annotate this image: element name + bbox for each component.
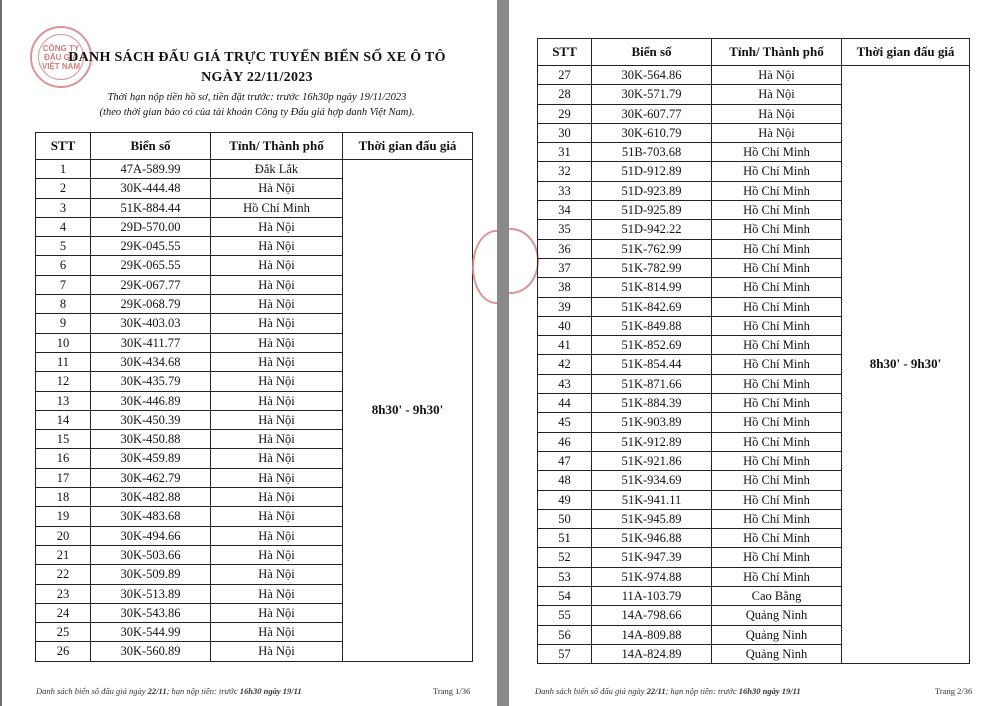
document-date: NGÀY 22/11/2023 — [201, 70, 313, 85]
row-stt: 56 — [538, 625, 592, 644]
row-province: Hồ Chí Minh — [712, 548, 842, 567]
row-plate-number: 51K-849.88 — [592, 316, 712, 335]
row-province: Hồ Chí Minh — [712, 432, 842, 451]
row-stt: 15 — [36, 430, 91, 449]
row-stt: 4 — [36, 217, 91, 236]
footer-prefix: Danh sách biển số đấu giá ngày — [535, 686, 645, 696]
row-province: Hà Nội — [211, 449, 343, 468]
row-plate-number: 30K-450.39 — [91, 410, 211, 429]
row-stt: 12 — [36, 372, 91, 391]
row-stt: 45 — [538, 413, 592, 432]
row-province: Hồ Chí Minh — [712, 567, 842, 586]
row-province: Hồ Chí Minh — [712, 143, 842, 162]
row-plate-number: 30K-434.68 — [91, 352, 211, 371]
row-province: Hồ Chí Minh — [712, 490, 842, 509]
seal-text-mid: ĐẤU GIÁ — [44, 52, 78, 62]
row-province: Hồ Chí Minh — [712, 278, 842, 297]
row-plate-number: 11A-103.79 — [592, 587, 712, 606]
row-stt: 14 — [36, 410, 91, 429]
row-stt: 5 — [36, 237, 91, 256]
plate-table-2 — [537, 38, 970, 664]
row-plate-number: 51B-703.68 — [592, 143, 712, 162]
row-province: Đắk Lắk — [211, 160, 343, 179]
row-stt: 35 — [538, 220, 592, 239]
row-plate-number: 14A-798.66 — [592, 606, 712, 625]
row-plate-number: 51K-947.39 — [592, 548, 712, 567]
row-stt: 49 — [538, 490, 592, 509]
auction-time-cell: 8h30' - 9h30' — [343, 160, 473, 662]
row-province: Hà Nội — [211, 391, 343, 410]
row-province: Hồ Chí Minh — [712, 355, 842, 374]
row-province: Hà Nội — [211, 468, 343, 487]
row-plate-number: 29D-570.00 — [91, 217, 211, 236]
row-stt: 57 — [538, 644, 592, 663]
page-number: Trang 1/36 — [433, 686, 471, 696]
row-province: Hà Nội — [211, 410, 343, 429]
header-province: Tỉnh/ Thành phố — [211, 133, 343, 160]
row-province: Hà Nội — [211, 526, 343, 545]
header-province: Tỉnh/ Thành phố — [712, 39, 842, 66]
row-plate-number: 51K-852.69 — [592, 336, 712, 355]
row-stt: 17 — [36, 468, 91, 487]
row-plate-number: 51K-782.99 — [592, 258, 712, 277]
row-stt: 53 — [538, 567, 592, 586]
row-stt: 33 — [538, 181, 592, 200]
row-province: Hồ Chí Minh — [712, 471, 842, 490]
row-province: Cao Bằng — [712, 587, 842, 606]
row-plate-number: 29K-045.55 — [91, 237, 211, 256]
table-header-row — [36, 133, 473, 160]
row-plate-number: 51K-946.88 — [592, 529, 712, 548]
row-plate-number: 30K-509.89 — [91, 565, 211, 584]
row-stt: 47 — [538, 451, 592, 470]
row-province: Hà Nội — [712, 123, 842, 142]
row-stt: 1 — [36, 160, 91, 179]
row-stt: 23 — [36, 584, 91, 603]
row-plate-number: 51D-925.89 — [592, 201, 712, 220]
row-plate-number: 51K-762.99 — [592, 239, 712, 258]
row-plate-number: 30K-462.79 — [91, 468, 211, 487]
row-plate-number: 14A-824.89 — [592, 644, 712, 663]
seal-text-top: CÔNG TY — [42, 43, 80, 53]
row-province: Hà Nội — [211, 179, 343, 198]
row-province: Hà Nội — [211, 256, 343, 275]
row-province: Hà Nội — [211, 488, 343, 507]
row-plate-number: 51K-912.89 — [592, 432, 712, 451]
row-province: Hà Nội — [211, 603, 343, 622]
row-plate-number: 51K-934.69 — [592, 471, 712, 490]
header-auction-time: Thời gian đấu giá — [343, 133, 473, 160]
row-stt: 52 — [538, 548, 592, 567]
row-plate-number: 29K-067.77 — [91, 275, 211, 294]
row-stt: 37 — [538, 258, 592, 277]
row-province: Hà Nội — [211, 295, 343, 314]
row-stt: 41 — [538, 336, 592, 355]
row-plate-number: 30K-411.77 — [91, 333, 211, 352]
row-province: Hà Nội — [211, 545, 343, 564]
seal-fragment — [472, 230, 497, 304]
seal-text-bottom: VIỆT NAM — [41, 61, 81, 71]
row-stt: 36 — [538, 239, 592, 258]
row-stt: 27 — [538, 66, 592, 85]
deadline-note: Thời hạn nộp tiền hồ sơ, tiền đặt trước: trước 16h30p ngày 19/11/2023 — [107, 92, 407, 103]
row-plate-number: 30K-435.79 — [91, 372, 211, 391]
row-stt: 25 — [36, 623, 91, 642]
row-province: Hà Nội — [211, 565, 343, 584]
row-plate-number: 51K-871.66 — [592, 374, 712, 393]
row-plate-number: 51K-921.86 — [592, 451, 712, 470]
row-province: Hà Nội — [211, 642, 343, 661]
document-page-2 — [509, 0, 1000, 706]
row-province: Hồ Chí Minh — [712, 451, 842, 470]
row-stt: 2 — [36, 179, 91, 198]
footer-prefix: Danh sách biển số đấu giá ngày — [36, 686, 146, 696]
page-gutter — [497, 0, 509, 706]
row-province: Hồ Chí Minh — [712, 316, 842, 335]
row-plate-number: 30K-446.89 — [91, 391, 211, 410]
row-province: Hồ Chí Minh — [712, 413, 842, 432]
row-stt: 18 — [36, 488, 91, 507]
row-stt: 46 — [538, 432, 592, 451]
row-stt: 48 — [538, 471, 592, 490]
page-number: Trang 2/36 — [935, 686, 973, 696]
row-plate-number: 30K-564.86 — [592, 66, 712, 85]
row-province: Hồ Chí Minh — [712, 220, 842, 239]
row-province: Hồ Chí Minh — [712, 509, 842, 528]
header-plate: Biển số — [91, 133, 211, 160]
row-plate-number: 30K-607.77 — [592, 104, 712, 123]
row-province: Quảng Ninh — [712, 606, 842, 625]
footer-deadline: 16h30 ngày 19/11 — [738, 686, 801, 696]
row-plate-number: 30K-494.66 — [91, 526, 211, 545]
row-stt: 43 — [538, 374, 592, 393]
row-stt: 24 — [36, 603, 91, 622]
row-stt: 9 — [36, 314, 91, 333]
row-plate-number: 30K-571.79 — [592, 85, 712, 104]
row-stt: 19 — [36, 507, 91, 526]
row-plate-number: 30K-503.66 — [91, 545, 211, 564]
row-province: Hà Nội — [211, 352, 343, 371]
header-stt: STT — [538, 39, 592, 66]
row-stt: 11 — [36, 352, 91, 371]
row-plate-number: 30K-482.88 — [91, 488, 211, 507]
row-province: Hà Nội — [211, 217, 343, 236]
row-stt: 28 — [538, 85, 592, 104]
row-province: Hà Nội — [712, 85, 842, 104]
row-stt: 38 — [538, 278, 592, 297]
row-plate-number: 30K-483.68 — [91, 507, 211, 526]
row-plate-number: 30K-444.48 — [91, 179, 211, 198]
page-footer — [535, 686, 801, 696]
row-stt: 3 — [36, 198, 91, 217]
row-plate-number: 30K-403.03 — [91, 314, 211, 333]
row-province: Quảng Ninh — [712, 625, 842, 644]
table-header-row — [538, 39, 970, 66]
header-plate: Biển số — [592, 39, 712, 66]
row-province: Hà Nội — [211, 314, 343, 333]
row-province: Hà Nội — [712, 104, 842, 123]
table-row — [538, 66, 970, 85]
row-province: Hà Nội — [211, 237, 343, 256]
header-stt: STT — [36, 133, 91, 160]
row-plate-number: 29K-065.55 — [91, 256, 211, 275]
row-province: Hồ Chí Minh — [712, 162, 842, 181]
row-plate-number: 51K-884.44 — [91, 198, 211, 217]
row-stt: 54 — [538, 587, 592, 606]
row-plate-number: 51K-974.88 — [592, 567, 712, 586]
plate-table-1 — [35, 132, 473, 662]
row-stt: 6 — [36, 256, 91, 275]
row-province: Hồ Chí Minh — [211, 198, 343, 217]
row-stt: 21 — [36, 545, 91, 564]
row-province: Quảng Ninh — [712, 644, 842, 663]
row-stt: 32 — [538, 162, 592, 181]
row-province: Hồ Chí Minh — [712, 529, 842, 548]
row-plate-number: 51K-941.11 — [592, 490, 712, 509]
row-plate-number: 47A-589.99 — [91, 160, 211, 179]
row-stt: 13 — [36, 391, 91, 410]
row-province: Hà Nội — [211, 333, 343, 352]
row-province: Hồ Chí Minh — [712, 201, 842, 220]
row-stt: 8 — [36, 295, 91, 314]
row-plate-number: 51K-903.89 — [592, 413, 712, 432]
row-province: Hà Nội — [211, 372, 343, 391]
row-stt: 7 — [36, 275, 91, 294]
row-stt: 55 — [538, 606, 592, 625]
row-stt: 40 — [538, 316, 592, 335]
row-stt: 34 — [538, 201, 592, 220]
row-province: Hồ Chí Minh — [712, 181, 842, 200]
row-plate-number: 51D-923.89 — [592, 181, 712, 200]
row-plate-number: 51K-814.99 — [592, 278, 712, 297]
row-province: Hà Nội — [211, 507, 343, 526]
row-province: Hà Nội — [211, 623, 343, 642]
row-province: Hồ Chí Minh — [712, 239, 842, 258]
row-plate-number: 30K-459.89 — [91, 449, 211, 468]
row-plate-number: 30K-543.86 — [91, 603, 211, 622]
row-province: Hồ Chí Minh — [712, 394, 842, 413]
row-plate-number: 30K-610.79 — [592, 123, 712, 142]
row-plate-number: 51K-854.44 — [592, 355, 712, 374]
row-province: Hồ Chí Minh — [712, 258, 842, 277]
row-province: Hà Nội — [211, 275, 343, 294]
row-province: Hà Nội — [211, 430, 343, 449]
row-province: Hà Nội — [211, 584, 343, 603]
row-plate-number: 14A-809.88 — [592, 625, 712, 644]
row-plate-number: 51D-912.89 — [592, 162, 712, 181]
footer-mid: ; hạn nộp tiền: trước — [665, 686, 737, 696]
row-province: Hồ Chí Minh — [712, 336, 842, 355]
document-page-1 — [2, 0, 497, 706]
row-plate-number: 29K-068.79 — [91, 295, 211, 314]
row-stt: 22 — [36, 565, 91, 584]
row-plate-number: 30K-450.88 — [91, 430, 211, 449]
row-stt: 50 — [538, 509, 592, 528]
row-plate-number: 30K-513.89 — [91, 584, 211, 603]
row-plate-number: 51D-942.22 — [592, 220, 712, 239]
row-plate-number: 30K-560.89 — [91, 642, 211, 661]
row-plate-number: 51K-945.89 — [592, 509, 712, 528]
seal-fragment — [509, 228, 539, 294]
row-stt: 39 — [538, 297, 592, 316]
row-stt: 20 — [36, 526, 91, 545]
row-stt: 30 — [538, 123, 592, 142]
row-stt: 10 — [36, 333, 91, 352]
row-province: Hồ Chí Minh — [712, 374, 842, 393]
footer-mid: ; hạn nộp tiền: trước — [166, 686, 238, 696]
row-plate-number: 30K-544.99 — [91, 623, 211, 642]
header-auction-time: Thời gian đấu giá — [842, 39, 970, 66]
row-stt: 29 — [538, 104, 592, 123]
footer-deadline: 16h30 ngày 19/11 — [239, 686, 302, 696]
footer-date: 22/11 — [646, 686, 666, 696]
auction-time-cell: 8h30' - 9h30' — [842, 66, 970, 664]
row-stt: 31 — [538, 143, 592, 162]
row-stt: 16 — [36, 449, 91, 468]
row-stt: 51 — [538, 529, 592, 548]
row-stt: 44 — [538, 394, 592, 413]
row-plate-number: 51K-884.39 — [592, 394, 712, 413]
row-province: Hồ Chí Minh — [712, 297, 842, 316]
document-title: DANH SÁCH ĐẤU GIÁ TRỰC TUYẾN BIỂN SỐ XE Ô TÔ — [68, 50, 446, 65]
table-row — [36, 160, 473, 179]
row-stt: 42 — [538, 355, 592, 374]
footer-date: 22/11 — [147, 686, 167, 696]
row-stt: 26 — [36, 642, 91, 661]
row-province: Hà Nội — [712, 66, 842, 85]
row-plate-number: 51K-842.69 — [592, 297, 712, 316]
deadline-note-detail: (theo thời gian báo có của tài khoản Công ty Đấu giá hợp danh Việt Nam). — [99, 107, 415, 118]
page-footer — [36, 686, 302, 696]
